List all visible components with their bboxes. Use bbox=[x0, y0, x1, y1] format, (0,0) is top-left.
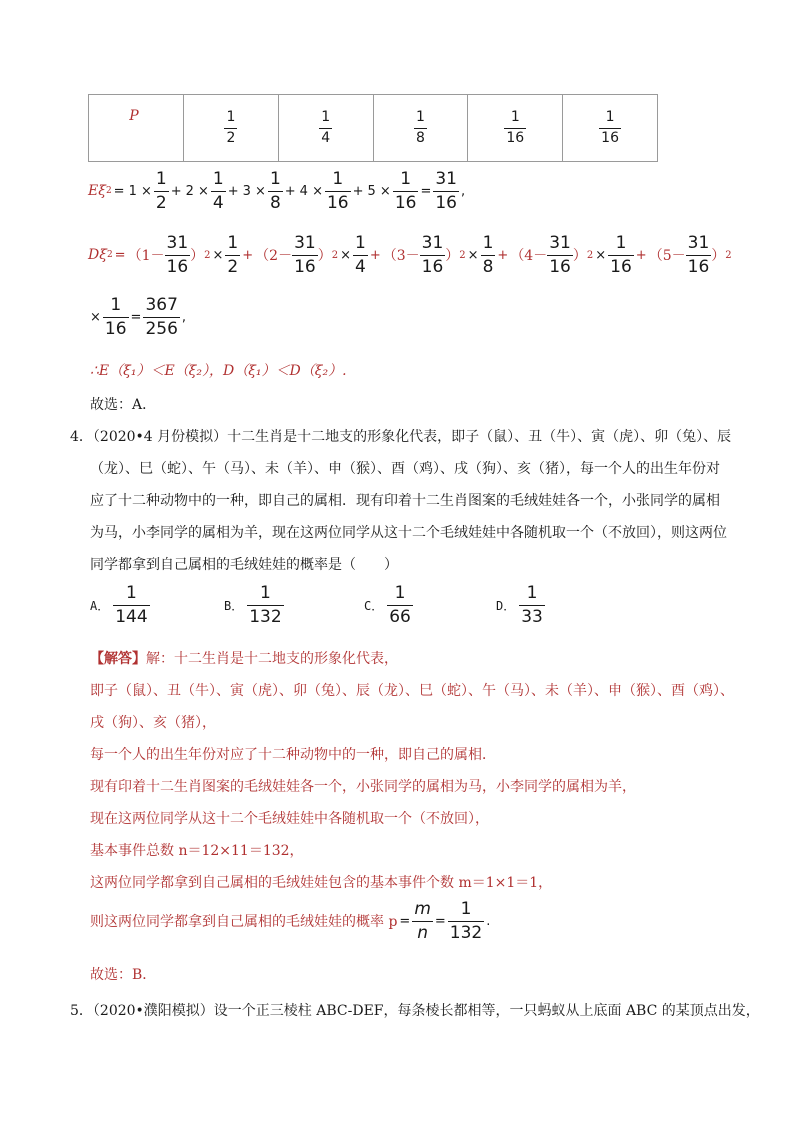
solution-tag: 【解答】 bbox=[90, 651, 146, 667]
table-cell: $\frac{1}{16}$ bbox=[563, 95, 658, 162]
solution-probability-line: 则这两位同学都拿到自己属相的毛绒娃娃的概率 p = $\frac{m}{n}$ = $\frac{1}{132}$ . bbox=[90, 899, 491, 943]
solution-line: 现在这两位同学从这十二个毛绒娃娃中各随机取一个（不放回）， bbox=[90, 811, 489, 827]
choice-b: B． $\frac{1}{132}$ bbox=[224, 583, 282, 627]
solution-line-1: 【解答】解：十二生肖是十二地支的形象化代表， bbox=[90, 651, 398, 667]
table-cell: $\frac{1}{16}$ bbox=[468, 95, 563, 162]
question-5-line: 5．（2020•濮阳模拟）设一个正三棱柱 ABC-DEF，每条棱长都相等，一只蚂蚁从上底面 ABC 的某顶点出发， bbox=[70, 1003, 760, 1019]
answer-q4: 故选：B． bbox=[90, 967, 157, 983]
question-4-line: 同学都拿到自己属相的毛绒娃娃的概率是（ ） bbox=[90, 557, 398, 573]
question-4-line: （龙）、巳（蛇）、午（马）、未（羊）、申（猴）、酉（鸡）、戌（狗）、亥（猪），每一个人的出生年份对 bbox=[90, 461, 720, 477]
question-4-line: 为马，小李同学的属相为羊，现在这两位同学从这十二个毛绒娃娃中各随机取一个（不放回），则这两位 bbox=[90, 525, 727, 541]
expectation-formula: Eξ 2 = 1 × $\frac{1}{2}$ + 2 × $\frac{1}{4}$ + 3 × $\frac{1}{8}$ + 4 × $\frac{1}{16}$ + 5 × $\frac{1}{16}$ = $\frac{31}{16}$ , bbox=[88, 169, 466, 213]
question-4-line: 应了十二种动物中的一种，即自己的属相．现有印着十二生肖图案的毛绒娃娃各一个，小张同学的属相 bbox=[90, 493, 720, 509]
table-cell: $\frac{1}{2}$ bbox=[184, 95, 279, 162]
variance-formula-continued: × $\frac{1}{16}$ = $\frac{367}{256}$ , bbox=[90, 295, 187, 339]
variance-formula: Dξ 2 = （1－ $\frac{31}{16}$ ） 2 × $\frac{1}{2}$ + （2－ $\frac{31}{16}$ ） 2 × $\frac{1}{4}$ + （3－ $\frac{31}{16}$ ） 2 × $\frac{1}{8}$ + （4－ $\frac{31}{16}$ ） 2 × $\frac{1}{16}$ + （5－ $\frac{31}{16}$ ） 2 bbox=[88, 233, 732, 277]
conclusion-line: ∴E（ξ₁）＜E（ξ₂），D（ξ₁）＜D（ξ₂）. bbox=[90, 363, 347, 379]
table-row-label: P bbox=[89, 95, 184, 162]
table-row bbox=[89, 95, 658, 162]
answer-q3: 故选：A． bbox=[90, 397, 157, 413]
solution-line: 这两位同学都拿到自己属相的毛绒娃娃包含的基本事件个数 m＝1×1＝1， bbox=[90, 875, 553, 891]
table-cell: $\frac{1}{4}$ bbox=[278, 95, 373, 162]
solution-line: 基本事件总数 n＝12×11＝132， bbox=[90, 843, 304, 859]
table-cell: $\frac{1}{8}$ bbox=[373, 95, 468, 162]
choice-d: D． $\frac{1}{33}$ bbox=[496, 583, 543, 627]
solution-line: 戌（狗）、亥（猪）， bbox=[90, 715, 216, 731]
question-4-line: 4．（2020•4 月份模拟）十二生肖是十二地支的形象化代表，即子（鼠）、丑（牛）、寅（虎）、卯（兔）、辰 bbox=[70, 429, 732, 445]
probability-table bbox=[88, 94, 658, 162]
solution-line: 即子（鼠）、丑（牛）、寅（虎）、卯（兔）、辰（龙）、巳（蛇）、午（马）、未（羊）、申（猴）、酉（鸡）、 bbox=[90, 683, 734, 699]
choice-c: C． $\frac{1}{66}$ bbox=[364, 583, 411, 627]
solution-line: 现有印着十二生肖图案的毛绒娃娃各一个，小张同学的属相为马，小李同学的属相为羊， bbox=[90, 779, 636, 795]
solution-line: 每一个人的出生年份对应了十二种动物中的一种，即自己的属相． bbox=[90, 747, 496, 763]
choice-a: A． $\frac{1}{144}$ bbox=[90, 583, 148, 627]
